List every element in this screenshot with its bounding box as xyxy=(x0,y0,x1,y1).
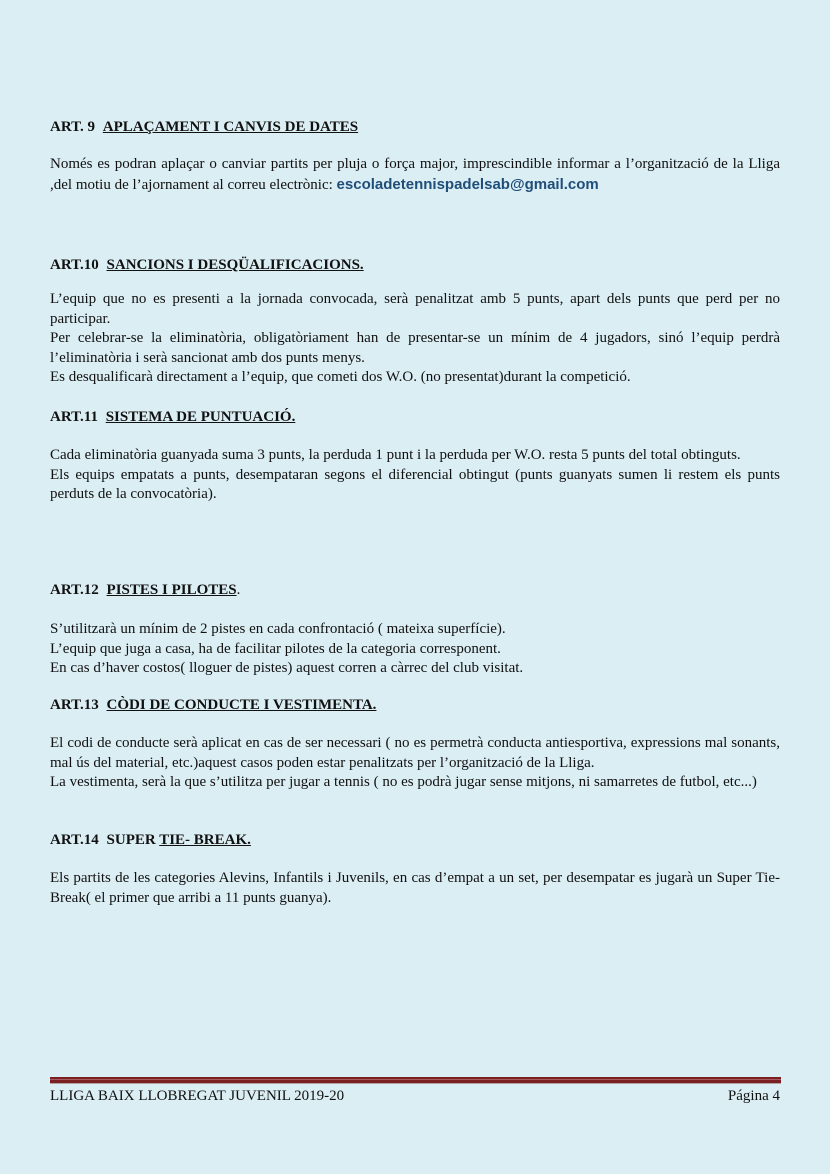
article-12-number: ART.12 xyxy=(50,582,99,598)
article-13-number: ART.13 xyxy=(50,697,99,713)
article-12 xyxy=(50,581,780,679)
article-12-title: PISTES I PILOTES xyxy=(106,582,237,598)
article-10-heading xyxy=(50,256,780,274)
article-11-number: ART.11 xyxy=(50,409,98,425)
article-11-heading xyxy=(50,408,780,426)
document-page xyxy=(50,0,780,1174)
article-9-number: ART. 9 xyxy=(50,119,96,135)
article-14-number: ART.14 xyxy=(50,832,99,848)
article-11 xyxy=(50,408,780,505)
footer-league-title: LLIGA BAIX LLOBREGAT JUVENIL 2019-20 xyxy=(50,1088,345,1104)
article-12-paragraph-3: En cas d’haver costos( lloguer de pistes) aquest corren a càrrec del club visitat. xyxy=(50,660,524,676)
article-9-title: APLAÇAMENT I CANVIS DE DATES xyxy=(102,119,359,135)
article-10-paragraph-2: Per celebrar-se la eliminatòria, obligatòriament han de presentar-se un mínim de 4 jugadors, sinó l’equip perdrà l’eliminatòria i serà sancionat amb dos punts menys. xyxy=(50,330,780,366)
article-10-number: ART.10 xyxy=(50,257,99,273)
article-14-title-prefix: SUPER xyxy=(106,832,156,848)
article-14-paragraph-1: Els partits de les categories Alevins, Infantils i Juvenils, en cas d’empat a un set, per desempatar es jugarà un Super Tie-Break( el primer que arribi a 11 punts guanya). xyxy=(50,870,780,906)
article-10-paragraph-1: L’equip que no es presenti a la jornada convocada, serà penalitzat amb 5 punts, apart dels punts que perd per no participar. xyxy=(50,291,780,327)
article-14-title: TIE- BREAK. xyxy=(159,832,251,848)
article-10 xyxy=(50,256,780,388)
article-14 xyxy=(50,831,780,908)
article-11-paragraph-2: Els equips empatats a punts, desempataran segons el diferencial obtingut (punts guanyats sumen li restem els punts perduts de la convocatòria). xyxy=(50,466,780,502)
article-9-heading xyxy=(50,118,780,136)
article-12-heading xyxy=(50,581,780,599)
article-10-title: SANCIONS I DESQÜALIFICACIONS. xyxy=(106,257,364,273)
article-9 xyxy=(50,118,780,195)
article-14-heading xyxy=(50,831,780,849)
article-13-paragraph-2: La vestimenta, serà la que s’utilitza per jugar a tennis ( no es podrà jugar sense mitjons, ni samarretes de futbol, etc...) xyxy=(50,774,757,790)
article-13-title: CÒDI DE CONDUCTE I VESTIMENTA. xyxy=(106,697,377,713)
article-13-paragraph-1: El codi de conducte serà aplicat en cas de ser necessari ( no es permetrà conducta antiesportiva, expressions mal sonants, mal ús del material, etc.)aquest casos poden estar penalitzats per l’organització de la Lliga. xyxy=(50,735,780,771)
footer-divider xyxy=(50,1077,781,1084)
contact-email-link[interactable]: escoladetennispadelsab@gmail.com xyxy=(336,175,599,193)
article-10-paragraph-3: Es desqualificarà directament a l’equip, que cometi dos W.O. (no presentat)durant la competició. xyxy=(50,369,631,385)
article-9-paragraph xyxy=(50,155,780,195)
article-11-title: SISTEMA DE PUNTUACIÓ. xyxy=(105,409,296,425)
article-12-paragraph-1: S’utilitzarà un mínim de 2 pistes en cada confrontació ( mateixa superfície). xyxy=(50,621,506,637)
footer-page-number: Página 4 xyxy=(727,1088,780,1104)
article-12-title-suffix: . xyxy=(236,582,241,598)
article-12-paragraph-2: L’equip que juga a casa, ha de facilitar pilotes de la categoria corresponent. xyxy=(50,640,501,657)
article-13 xyxy=(50,696,780,793)
article-13-heading xyxy=(50,696,780,714)
article-9-text: Només es podran aplaçar o canviar partits per pluja o força major, imprescindible informar a l’organització de la Lliga ,del motiu de l’ajornament al correu electrònic: xyxy=(50,156,780,193)
article-11-paragraph-1: Cada eliminatòria guanyada suma 3 punts, la perduda 1 punt i la perduda per W.O. resta 5 punts del total obtinguts. xyxy=(50,447,741,463)
